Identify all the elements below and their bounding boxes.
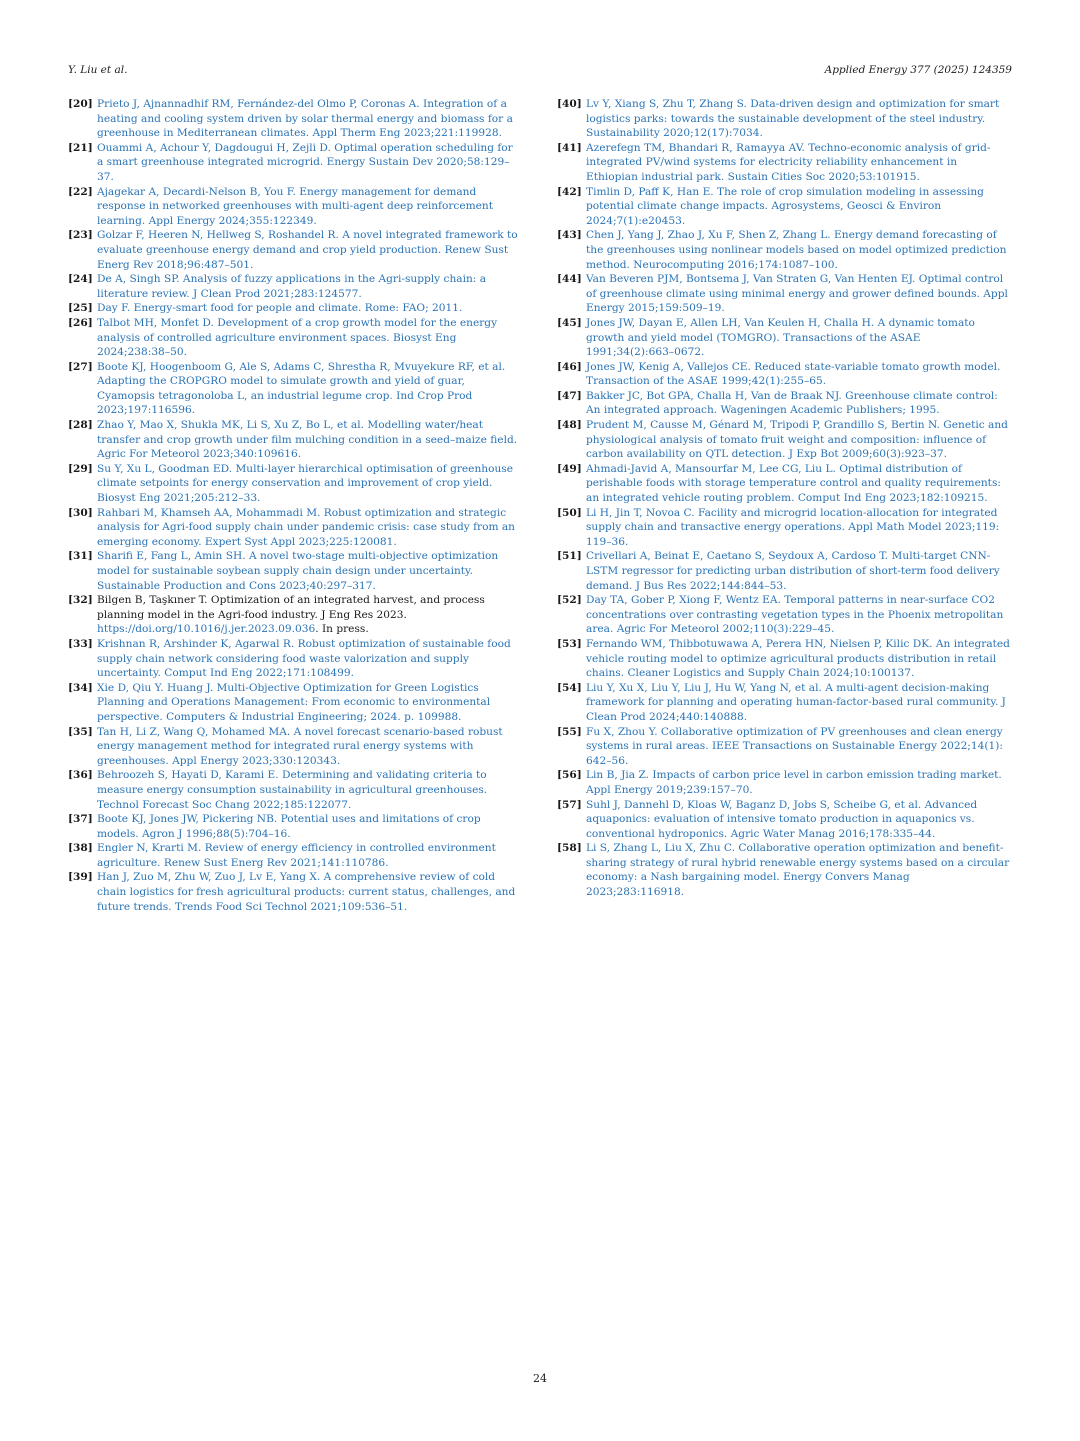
reference-text[interactable]: Suhl J, Dannehl D, Kloas W, Baganz D, Jobs S, Scheibe G, et al. Advanced aquaponics: evaluation of intensive tomato production in aquaponics vs. conventional hydroponics. Agric Water Manag 2016;178:335–44.	[586, 798, 978, 840]
reference-item	[557, 637, 1011, 681]
reference-number: [24]	[68, 273, 93, 286]
reference-item	[557, 185, 1011, 229]
reference-text[interactable]: Van Beveren PJM, Bontsema J, Van Straten G, Van Henten EJ. Optimal control of greenhouse climate using minimal energy and grower defined bounds. Appl Energy 2015;159:509–19.	[586, 273, 1008, 315]
reference-item	[68, 870, 522, 914]
page-number: 24	[533, 1372, 547, 1385]
reference-number: [36]	[68, 769, 93, 782]
reference-item	[68, 141, 522, 185]
reference-text[interactable]: Xie D, Qiu Y. Huang J. Multi-Objective Optimization for Green Logistics Planning and Operations Management: From economic to environmental perspective. Computers & Industrial Engineering; 2024. p. 109988.	[97, 681, 491, 723]
reference-item	[557, 593, 1011, 637]
reference-text[interactable]: Prieto J, Ajnannadhif RM, Fernández-del Olmo P, Coronas A. Integration of a heating and cooling system driven by solar thermal energy and biomass for a greenhouse in Mediterranean climates. Appl Therm Eng 2023;221:119928.	[97, 98, 513, 140]
reference-number: [47]	[557, 389, 582, 402]
reference-text[interactable]: Talbot MH, Monfet D. Development of a crop growth model for the energy analysis of controlled agriculture environment spaces. Biosyst Eng 2024;238:38–50.	[97, 316, 498, 359]
reference-item	[68, 185, 522, 229]
reference-item	[68, 316, 522, 360]
reference-text[interactable]: De A, Singh SP. Analysis of fuzzy applications in the Agri-supply chain: a literature review. J Clean Prod 2021;283:124577.	[97, 273, 487, 300]
reference-number: [22]	[68, 185, 93, 198]
reference-text[interactable]: Jones JW, Dayan E, Allen LH, Van Keulen H, Challa H. A dynamic tomato growth and yield model (TOMGRO). Transactions of the ASAE 1991;34(2):663–0672.	[586, 316, 975, 359]
reference-text[interactable]: Zhao Y, Mao X, Shukla MK, Li S, Xu Z, Bo L, et al. Modelling water/heat transfer and crop growth under film mulching condition in a seed–maize field. Agric For Meteorol 2023;340:109616.	[97, 419, 518, 461]
reference-item	[557, 360, 1011, 389]
reference-text[interactable]: Lin B, Jia Z. Impacts of carbon price level in carbon emission trading market. Appl Energy 2019;239:157–70.	[586, 769, 1002, 796]
reference-number: [23]	[68, 229, 93, 242]
reference-text[interactable]: Lv Y, Xiang S, Zhu T, Zhang S. Data-driven design and optimization for smart logistics parks: towards the sustainable development of the steel industry. Sustainability 2020;12(17):7034.	[586, 98, 1000, 140]
reference-number: [39]	[68, 871, 93, 884]
reference-item	[68, 97, 522, 141]
reference-number: [29]	[68, 462, 93, 475]
reference-text[interactable]: Behroozeh S, Hayati D, Karami E. Determining and validating criteria to measure energy consumption sustainability in agricultural greenhouses. Technol Forecast Soc Chang 2022;185:122077.	[97, 769, 488, 811]
reference-text[interactable]: Li H, Jin T, Novoa C. Facility and microgrid location-allocation for integrated supply chain and transactive energy operations. Appl Math Model 2023;119: 119–36.	[586, 506, 1000, 548]
reference-item	[557, 549, 1011, 593]
reference-text[interactable]: Day TA, Gober P, Xiong F, Wentz EA. Temporal patterns in near-surface CO2 concentrations over contrasting vegetation types in the Phoenix metropolitan area. Agric For Meteorol 2002;110(3):229–45.	[586, 594, 1004, 636]
reference-number: [58]	[557, 842, 582, 855]
reference-number: [55]	[557, 725, 582, 738]
reference-number: [21]	[68, 141, 93, 154]
reference-text[interactable]: Chen J, Yang J, Zhao J, Xu F, Shen Z, Zhang L. Energy demand forecasting of the greenhouses using nonlinear models based on model optimized prediction method. Neurocomputing 2016;174:1087–100.	[586, 229, 1007, 271]
running-header-journal: Applied Energy 377 (2025) 124359	[824, 64, 1012, 76]
reference-item	[557, 841, 1011, 899]
reference-item	[557, 462, 1011, 506]
reference-item	[557, 141, 1011, 185]
reference-number: [50]	[557, 506, 582, 519]
reference-number: [34]	[68, 681, 93, 694]
reference-text[interactable]: Engler N, Krarti M. Review of energy efficiency in controlled environment agriculture. Renew Sust Energ Rev 2021;141:110786.	[97, 842, 496, 869]
reference-number: [45]	[557, 316, 582, 329]
reference-text[interactable]: Ouammi A, Achour Y, Dagdougui H, Zejli D. Optimal operation scheduling for a smart greenhouse integrated microgrid. Energy Sustain Dev 2020;58:129–37.	[97, 141, 513, 183]
reference-item	[557, 506, 1011, 550]
reference-number: [25]	[68, 302, 93, 315]
reference-number: [57]	[557, 798, 582, 811]
reference-number: [42]	[557, 185, 582, 198]
reference-text[interactable]: Ajagekar A, Decardi-Nelson B, You F. Energy management for demand response in networked greenhouses with multi-agent deep reinforcement learning. Appl Energy 2024;355:122349.	[97, 185, 494, 227]
reference-item	[557, 97, 1011, 141]
reference-item	[68, 812, 522, 841]
reference-item	[68, 841, 522, 870]
reference-item	[68, 360, 522, 418]
reference-text[interactable]: Jones JW, Kenig A, Vallejos CE. Reduced state-variable tomato growth model. Transaction of the ASAE 1999;42(1):255–65.	[586, 360, 1001, 388]
reference-item	[68, 637, 522, 681]
reference-item	[68, 506, 522, 550]
reference-text[interactable]: Golzar F, Heeren N, Hellweg S, Roshandel R. A novel integrated framework to evaluate greenhouse energy demand and crop yield production. Renew Sust Energ Rev 2018;96:487–501.	[97, 229, 518, 271]
reference-text[interactable]: Sharifi E, Fang L, Amin SH. A novel two-stage multi-objective optimization model for sustainable soybean supply chain design under uncertainty. Sustainable Production and Cons 2023;40:297–317.	[97, 550, 499, 592]
reference-text[interactable]: Bakker JC, Bot GPA, Challa H, Van de Braak NJ. Greenhouse climate control: An integrated approach. Wageningen Academic Publishers; 1995.	[586, 389, 998, 417]
reference-text[interactable]: Li S, Zhang L, Liu X, Zhu C. Collaborative operation optimization and benefit-sharing strategy of rural hybrid renewable energy systems based on a circular economy: a Nash bargaining model. Energy Convers Manag 2023;283:116918.	[586, 842, 1010, 899]
reference-text[interactable]: Ahmadi-Javid A, Mansourfar M, Lee CG, Liu L. Optimal distribution of perishable foods with storage temperature control and quality requirements: an integrated vehicle routing problem. Comput Ind Eng 2023;182:109215.	[586, 462, 1001, 505]
reference-number: [56]	[557, 769, 582, 782]
reference-text[interactable]: Fu X, Zhou Y. Collaborative optimization of PV greenhouses and clean energy systems in rural areas. IEEE Transactions on Sustainable Energy 2022;14(1): 642–56.	[586, 725, 1003, 767]
reference-text[interactable]: Fernando WM, Thibbotuwawa A, Perera HN, Nielsen P, Kilic DK. An integrated vehicle routing model to optimize agricultural products distribution in retail chains. Cleaner Logistics and Supply Chain 2024;10:100137.	[586, 637, 1010, 680]
reference-number: [33]	[68, 637, 93, 650]
reference-text[interactable]: Rahbari M, Khamseh AA, Mohammadi M. Robust optimization and strategic analysis for Agri-food supply chain under pandemic crisis: case study from an emerging economy. Expert Syst Appl 2023;225:120081.	[97, 506, 515, 548]
reference-number: [28]	[68, 419, 93, 432]
reference-text[interactable]: Tan H, Li Z, Wang Q, Mohamed MA. A novel forecast scenario-based robust energy management method for integrated rural energy systems with greenhouses. Appl Energy 2023;330:120343.	[97, 725, 503, 767]
reference-item	[557, 768, 1011, 797]
reference-number: [37]	[68, 813, 93, 826]
references-column-left	[68, 97, 522, 914]
reference-number: [26]	[68, 316, 93, 329]
reference-item	[557, 228, 1011, 272]
reference-item	[68, 681, 522, 725]
reference-number: [27]	[68, 360, 93, 373]
reference-suffix: . In press.	[315, 623, 369, 636]
reference-text[interactable]: Boote KJ, Hoogenboom G, Ale S, Adams C, Shrestha R, Mvuyekure RF, et al. Adapting the CROPGRO model to simulate growth and yield of guar, Cyamopsis tetragonoloba L, an industrial legume crop. Ind Crop Prod 2023;197:116596.	[97, 360, 506, 417]
reference-number: [30]	[68, 506, 93, 519]
reference-number: [54]	[557, 681, 582, 694]
reference-item	[68, 725, 522, 769]
reference-item	[557, 316, 1011, 360]
reference-text[interactable]: Liu Y, Xu X, Liu Y, Liu J, Hu W, Yang N, et al. A multi-agent decision-making framework for planning and operating human-factor-based rural community. J Clean Prod 2024;440:140888.	[586, 681, 1006, 723]
reference-number: [46]	[557, 360, 582, 373]
reference-item	[68, 228, 522, 272]
running-header-authors: Y. Liu et al.	[68, 64, 128, 76]
reference-item	[68, 768, 522, 812]
reference-item	[557, 681, 1011, 725]
reference-text[interactable]: Han J, Zuo M, Zhu W, Zuo J, Lv E, Yang X. A comprehensive review of cold chain logistics for fresh agricultural products: current status, challenges, and future trends. Trends Food Sci Technol 2021;109:536–51.	[97, 871, 516, 913]
reference-number: [31]	[68, 550, 93, 563]
reference-item	[557, 418, 1011, 462]
reference-number: [43]	[557, 229, 582, 242]
reference-item	[68, 418, 522, 462]
reference-item	[68, 593, 522, 637]
reference-text[interactable]: Azerefegn TM, Bhandari R, Ramayya AV. Techno-economic analysis of grid-integrated PV/wind systems for electricity reliability enhancement in Ethiopian industrial park. Sustain Cities Soc 2020;53:101915.	[586, 141, 991, 183]
reference-number: [51]	[557, 550, 582, 563]
reference-number: [49]	[557, 462, 582, 475]
reference-item	[557, 798, 1011, 842]
reference-number: [32]	[68, 594, 93, 607]
reference-text[interactable]	[97, 593, 522, 637]
reference-text[interactable]: Krishnan R, Arshinder K, Agarwal R. Robust optimization of sustainable food supply chain network considering food waste valorization and supply uncertainty. Comput Ind Eng 2022;171:108499.	[97, 637, 511, 680]
reference-number: [48]	[557, 419, 582, 432]
doi-link[interactable]: https://doi.org/10.1016/j.jer.2023.09.036	[97, 623, 316, 636]
reference-number: [38]	[68, 842, 93, 855]
reference-text[interactable]: Boote KJ, Jones JW, Pickering NB. Potential uses and limitations of crop models. Agron J 1996;88(5):704–16.	[97, 813, 481, 840]
reference-item	[68, 549, 522, 593]
reference-number: [44]	[557, 273, 582, 286]
reference-item	[557, 725, 1011, 769]
reference-number: [52]	[557, 594, 582, 607]
reference-text[interactable]: Timlin D, Paff K, Han E. The role of crop simulation modeling in assessing potential climate change impacts. Agrosystems, Geosci & Environ 2024;7(1):e20453.	[586, 185, 984, 227]
references-column-right	[557, 97, 1011, 900]
reference-item	[68, 462, 522, 506]
reference-number: [40]	[557, 98, 582, 110]
reference-number: [41]	[557, 141, 582, 154]
reference-item	[68, 301, 522, 316]
reference-text[interactable]: Su Y, Xu L, Goodman ED. Multi-layer hierarchical optimisation of greenhouse climate setpoints for energy conservation and improvement of crop yield. Biosyst Eng 2021;205:212–33.	[97, 462, 514, 505]
reference-citation: Bilgen B, Taşkıner T. Optimization of an integrated harvest, and process planning model in the Agri-food industry. J Eng Res 2023.	[97, 594, 485, 621]
reference-number: [20]	[68, 98, 93, 110]
reference-text[interactable]: Crivellari A, Beinat E, Caetano S, Seydoux A, Cardoso T. Multi-target CNN-LSTM regressor for predicting urban distribution of short-term food delivery demand. J Bus Res 2022;144:844–53.	[586, 550, 1000, 592]
reference-item	[557, 272, 1011, 316]
reference-number: [35]	[68, 725, 93, 738]
reference-number: [53]	[557, 637, 582, 650]
reference-text[interactable]: Day F. Energy-smart food for people and climate. Rome: FAO; 2011.	[97, 302, 463, 315]
reference-item	[68, 272, 522, 301]
reference-item	[557, 389, 1011, 418]
reference-text[interactable]: Prudent M, Causse M, Génard M, Tripodi P, Grandillo S, Bertin N. Genetic and physiological analysis of tomato fruit weight and composition: influence of carbon availability on QTL detection. J Exp Bot 2009;60(3):923–37.	[586, 419, 1008, 461]
